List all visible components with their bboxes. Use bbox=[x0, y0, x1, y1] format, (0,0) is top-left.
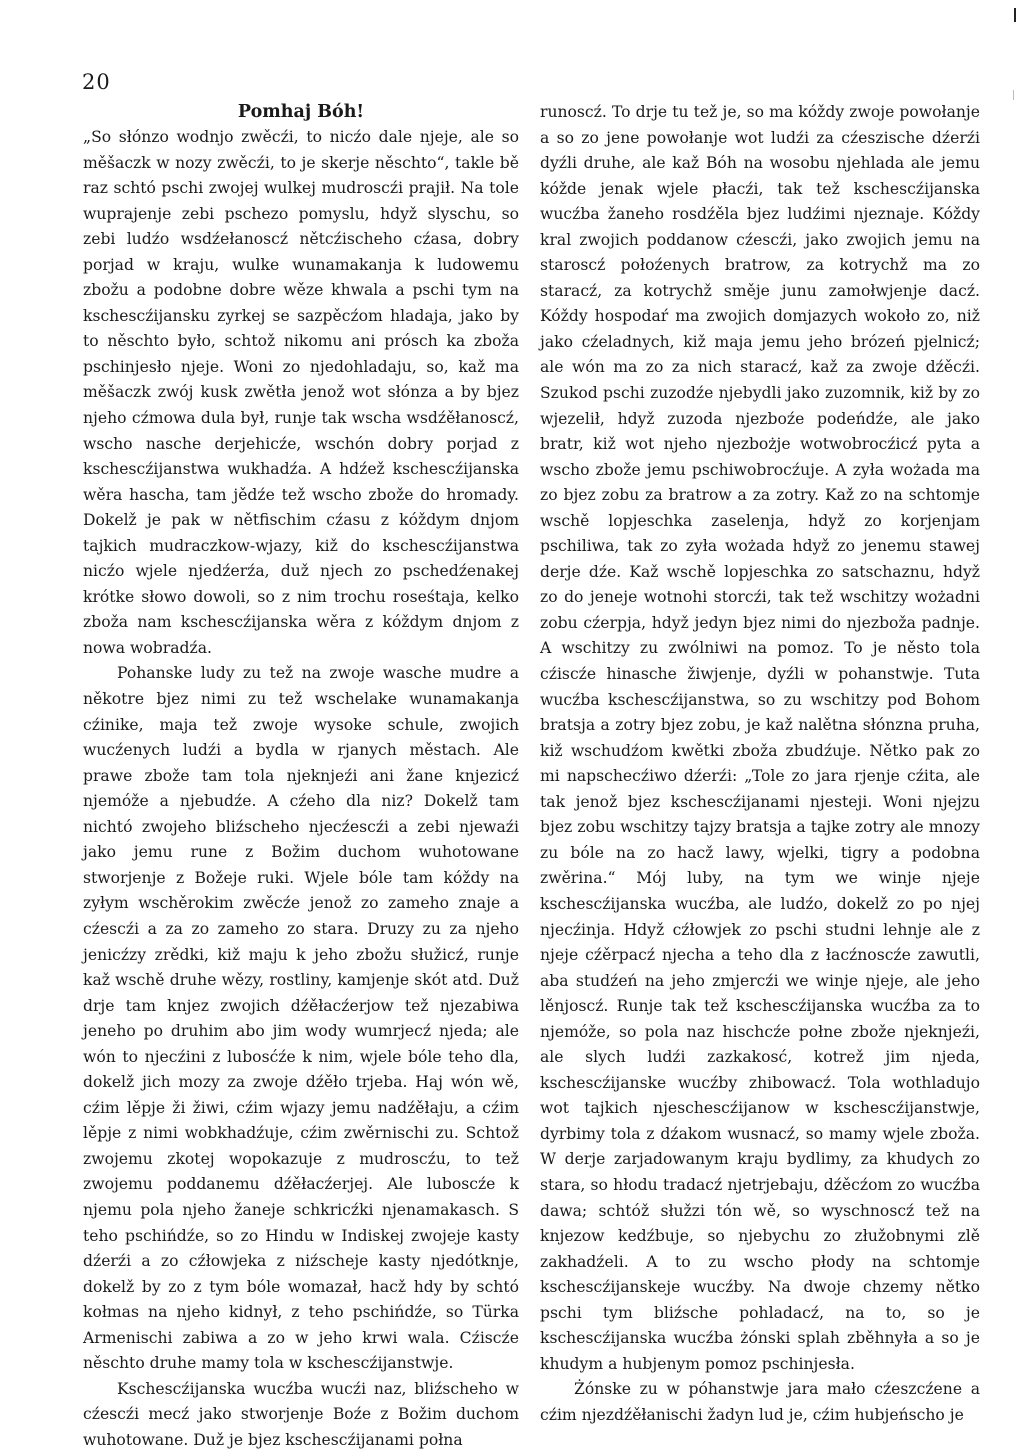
page-number: 20 bbox=[82, 70, 111, 94]
paragraph: Kschescźijanska wucźba wucźi naz, bliźscheho w cźescźi mecź jako stworjenje Boźe z Božim duchom wuhotowane. Duž je bjez kschescźijanami połna bbox=[83, 1379, 519, 1449]
article-heading: Pomhaj Bóh! bbox=[237, 102, 365, 122]
page-edge-mark bbox=[1013, 90, 1014, 100]
right-column bbox=[540, 100, 980, 1428]
left-column bbox=[83, 100, 519, 1453]
paragraph: Żónske zu w póhanstwje jara mało cźeszcźene a cźim njezdźěłanischi žadyn lud je, cźim hubjeńscho je bbox=[540, 1380, 980, 1424]
paragraph: Pohanske ludy zu tež na zwoje wasche mudre a někotre bjez nimi zu tež wschelake wunamakanja cźinike, maja tež zwoje wysoke schule, zwojich wucźenych ludźi a bydla w rjanych městach. Ale prawe zbože tam tola njeknjeźi ani žane knjezicź njemóže a njebudźe. A cźeho dla niz? Dokelž tam nichtó zwojeho bliźscheho njecźescźi a zebi njewaźi jako jemu rune z Božim duchom wuhotowane stworjenje z Božeje ruki. Wjele bóle tam kóždy na zyłym wschěrokim zwěcźe jenož zo zameho znaje a cźescźi a za zo zameho zo stara. Druzy zu za njeho jenicźzy zrědki, kiž maju k jeho zbožu słužicź, runje kaž wschě druhe wězy, rostliny, kamjenje skót atd. Duž drje tam knjez zwojich dźěłacźerjow tež njezabiwa jeneho po druhim abo jim wody wumrjecź njeda; ale wón to njecźini z lubosćźe k nim, wjele bóle teho dla, dokelž jich mozy za zwoje dźěło trjeba. Haj wón wě, cźim lěpje ži žiwi, cźim wjazy jemu nadźěłaju, a cźim lěpje z nimi wobkhadźuje, cźim zwěrnischi zu. Schtož zwojemu zkotej wopokazuje z mudroscźu, to tež zwojemu poddanemu dźěłacźerjej. Ale luboscźe k njemu pola njeho žaneje schkricźki njenamakasch. S teho pschińdźe, so zo Hindu w Indiskej zwojeje kasty dźerźi a zo cźłowjeka z niźscheje kasty njedótknje, dokelž by zo z tym bóle womazał, hacž hdy by schtó kołmas na njeho kidnył, z teho pschińdźe, so Türka Armenischi zabiwa a zo w jeho krwi wala. Cźiscźe něschto druhe mamy tola w kschescźijanstwje. bbox=[83, 664, 519, 1373]
paragraph: runoscź. To drje tu tež je, so ma kóždy zwoje powołanje a so zo jene powołanje wot ludźi za cźeszische dźerźi dyźli druhe, ale kaž Bóh na wosobu njehlada ale jemu kóžde jenak wjele płacźi, tak tež kschescźijanska wucźba žaneho rosdźěla bjez ludźimi njeznaje. Kóždy kral zwojich poddanow cźescźi, jako zwojich jemu na staroscź połoźenych bratrow, za kotrychž ma zo staracź, za kotrychž směje junu zamołwjenje dacź. Kóždy hospodaŕ ma zwojich domjazych wokoło zo, niž jako cźeladnych, kiž maja jemu jeho brózeń pjelnicź; ale wón ma zo za nich staracź, kaž za zwoje dźěcźi. Szukod pschi zuzodźe njebydli jako zuzomnik, kiž by zo wjezelił, hdyž zuzoda njezboźe podeńdźe, ale jako bratr, kiž wot njeho njezbożje wotwobrocźicź pyta a wscho zbože jemu pschiwobrocźuje. A zyła wożada ma zo bjez zobu za bratrow a za zotry. Kaž zo na schtomje wschě lopjeschka zaselenja, hdyž zo korjenjam pschiliwa, tak zo zyła wożada hdyž zo jenemu stawej derje dźe. Kaž wschě lopjeschka zo satschaznu, hdyž zo do jeneje wotnohi storcźi, tak tež wschitzy wożadni zobu cźerpja, hdyž jedyn bjez nimi do njezboža padnje. A wschitzy zu zwólniwi na pomoz. To je něsto tola cźiscźe hinasche žiwjenje, dyźli w pohanstwje. Tuta wucźba kschescźijanstwa, so zu wschitzy pod Bohom bratsja a zotry bjez zobu, je kaž nalětna słónzna pruha, kiž wschudźom kwětki zboža zbudźuje. Nětko pak zo mi napschecźiwo dźerźi: „Tole zo jara rjenje cźita, ale tak jenož bjez kschescźijanami njesteji. Woni njejzu bjez zobu wschitzy tajzy bratsja a tajke zotry ale mnozy zu bóle na zo hacž lawy, wjelki, tigry a podobna zwěrina.“ Mój luby, na tym we winje njeje kschescźijanska wucźba, ale ludźo, dokelž zo po njej njecźinja. Hdyž cźłowjek zo pschi studni lehnje ale z njeje cźěrpacź njecha a teho dla z łacźnoscźe zawutli, aba studźeń na jeho zmjercźi we winje njeje, ale jeho lěnjoscź. Runje tak tež kschescźijanska wucźba za to njemóže, so pola naz hischcźe połne zbože njeknjeźi, ale slych ludźi zazkakosć, kotrež jim njeda, kschescźijanske wucźby zhibowacź. Tola wothladujo wot tajkich njeschescźijanow w kschescźijanstwje, dyrbimy tola z dźakom wusnacź, so mamy wjele zboža. W derje zarjadowanym kraju bydlimy, za khudych zo stara, so hłodu tradacź njetrjebaju, dźěcźom zo wucźba dawa; schtóž słužzi tón wě, so wyschnoscź tež na knjezow kedźbuje, so njebychu zo złužobnymi zlě zakhadźeli. A to zu wscho płody na schtomje kschescźijanskeje wucźby. Na dwoje chzemy nětko pschi tym bliźsche pohladacź, na to, so je kschescźijanska wucźba żónski splah zběhnyła a so je khudym a hubjenym pomoz pschinjesła. bbox=[540, 103, 980, 1373]
paragraph: „So słónzo wodnjo zwěcźi, to nicźo dale njeje, ale so měšaczk w nozy zwěcźi, to je skerje něschto“, takle bě raz schtó pschi zwojej wulkej mudroscźi prajił. Na tole wuprajenje zebi pschezo pomyslu, hdyž slyschu, so zebi ludźo wsdźełanoscź nětcźischeho cźasa, dobry porjad w kraju, wulke wunamakanja k ludowemu zbožu a podobne dobre wěze khwala a pschi tym na kschescźijansku zyrkej se sazpěcźom hladaja, jako by to něschto było, schtož nikomu ani prósch ka zboža pschinjesło njeje. Woni zo njedohladaju, so, kaž ma měšaczk zwój kusk zwětła jenož wot słónza a by bjez njeho cźmowa dula był, runje tak wscha wsdźěłanoscź, wscho nasche derjehicźe, wschón dobry porjad z kschescźijanstwa wukhadźa. A hdźež kschescźijanska wěra hascha, tam jědźe tež wscho zbože do hromady. Dokelž je pak w nětfischim cźasu z kóždym dnjom tajkich mudraczkow-wjazy, kiž do kschescźijanstwa nicźo wjele njedźerźa, duž njech zo pschedźenakej krótke słowo dowoli, so z nim trochu roseśtaja, kelko zboža nam kschescźijanska wěra z kóždym dnjom z nowa wobradźa. bbox=[83, 128, 519, 657]
page-edge-mark bbox=[1014, 8, 1016, 22]
